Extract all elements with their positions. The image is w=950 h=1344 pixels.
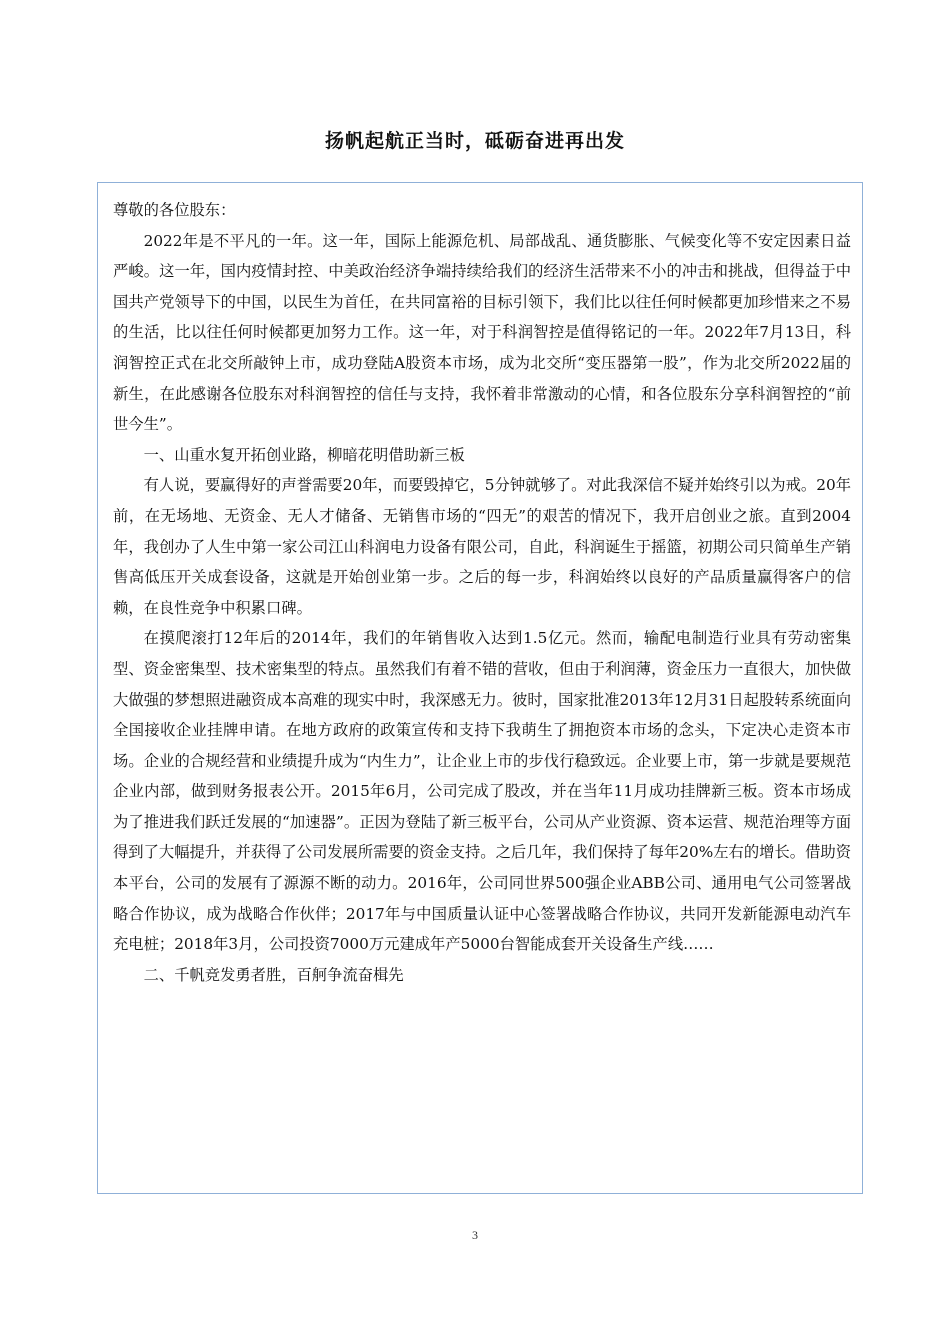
- paragraph-capital-market: 在摸爬滚打12年后的2014年，我们的年销售收入达到1.5亿元。然而，输配电制造行业具有劳动密集型、资金密集型、技术密集型的特点。虽然我们有着不错的营收，但由于利润薄，资金压力一直很大，加快做大做强的梦想照进融资成本高难的现实中时，我深感无力。彼时，国家批准2013年12月31日起股转系统面向全国接收企业挂牌申请。在地方政府的政策宣传和支持下我萌生了拥抱资本市场的念头，下定决心走资本市场。企业的合规经营和业绩提升成为“内生力”，让企业上市的步伐行稳致远。企业要上市，第一步就是要规范企业内部，做到财务报表公开。2015年6月，公司完成了股改，并在当年11月成功挂牌新三板。资本市场成为了推进我们跃迁发展的“加速器”。正因为登陆了新三板平台，公司从产业资源、资本运营、规范治理等方面得到了大幅提升，并获得了公司发展所需要的资金支持。之后几年，我们保持了每年20%左右的增长。借助资本平台，公司的发展有了源源不断的动力。2016年，公司同世界500强企业ABB公司、通用电气公司签署战略合作协议，成为战略合作伙伴；2017年与中国质量认证中心签署战略合作协议，共同开发新能源电动汽车充电桩；2018年3月，公司投资7000万元建成年产5000台智能成套开关设备生产线……: [113, 629, 851, 954]
- page-title: 扬帆起航正当时，砥砺奋进再出发: [324, 130, 625, 152]
- letter-body: [113, 195, 851, 990]
- paragraph-founding: 有人说，要赢得好的声誉需要20年，而要毁掉它，5分钟就够了。对此我深信不疑并始终引以为戒。20年前，在无场地、无资金、无人才储备、无销售市场的“四无”的艰苦的情况下，我开启创业之旅。直到2004年，我创办了人生中第一家公司江山科润电力设备有限公司，自此，科润诞生于摇篮，初期公司只简单生产销售高低压开关成套设备，这就是开始创业第一步。之后的每一步，科润始终以良好的产品质量赢得客户的信赖，在良性竞争中积累口碑。: [113, 476, 851, 617]
- salutation: 尊敬的各位股东：: [113, 201, 236, 219]
- section-heading-1: 一、山重水复开拓创业路，柳暗花明借助新三板: [143, 445, 465, 464]
- paragraph-intro: 2022年是不平凡的一年。这一年，国际上能源危机、局部战乱、通货膨胀、气候变化等不安定因素日益严峻。这一年，国内疫情封控、中美政治经济争端持续给我们的经济生活带来不小的冲击和挑战，但得益于中国共产党领导下的中国，以民生为首任，在共同富裕的目标引领下，我们比以往任何时候都更加珍惜来之不易的生活，比以往任何时候都更加努力工作。这一年，对于科润智控是值得铭记的一年。2022年7月13日，科润智控正式在北交所敲钟上市，成功登陆A股资本市场，成为北交所“变压器第一股”，作为北交所2022届的新生，在此感谢各位股东对科润智控的信任与支持，我怀着非常激动的心情，和各位股东分享科润智控的“前世今生”。: [113, 231, 851, 434]
- section-heading-2: 二、千帆竞发勇者胜，百舸争流奋楫先: [143, 965, 404, 984]
- page-number: 3: [472, 1228, 478, 1242]
- content-frame: [97, 182, 863, 1194]
